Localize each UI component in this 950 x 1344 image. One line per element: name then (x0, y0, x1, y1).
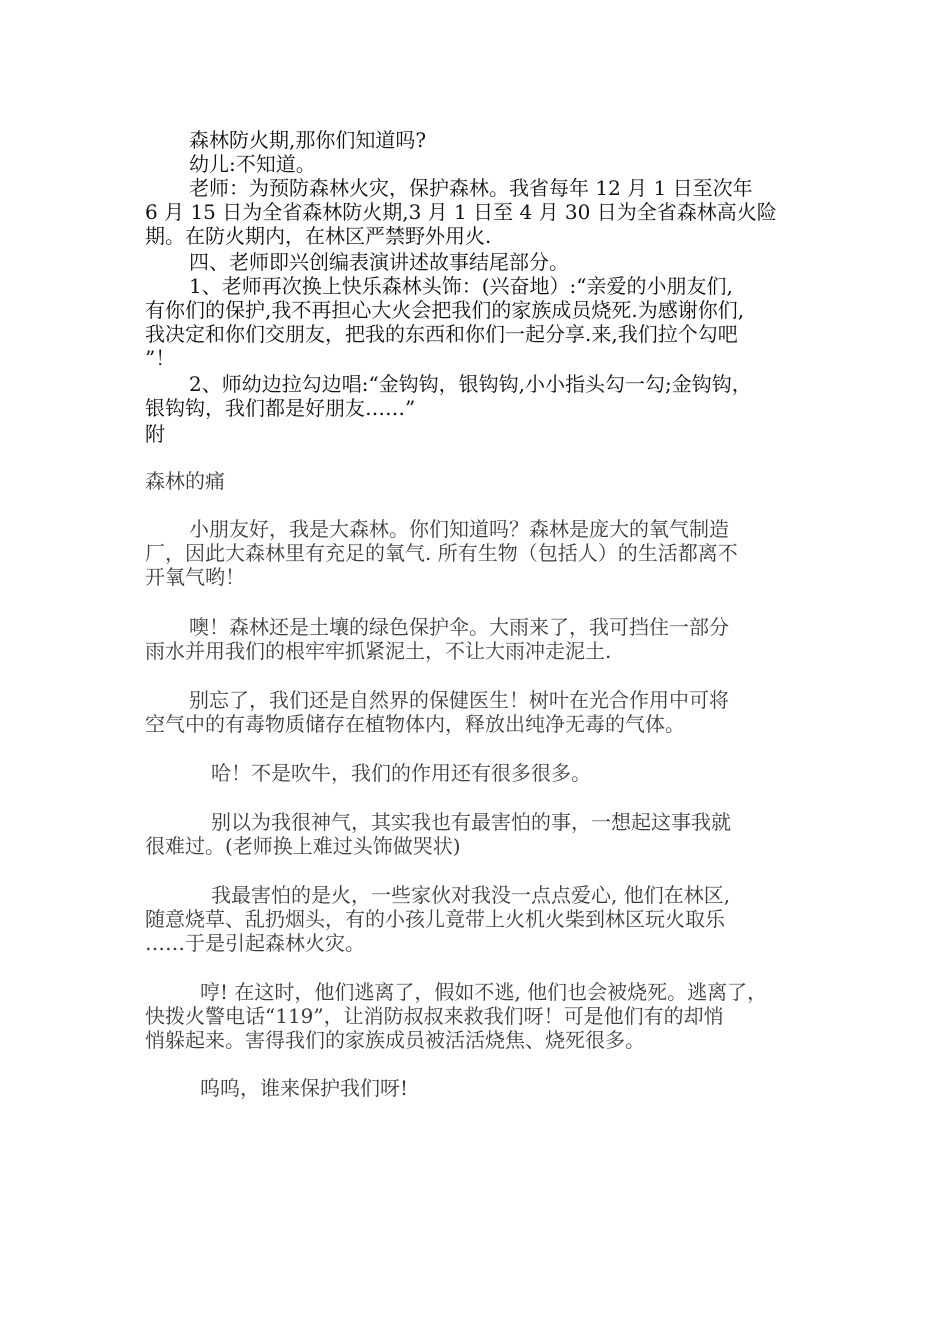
text-line: 我决定和你们交朋友，把我的东西和你们一起分享.来,我们拉个勾吧 (145, 322, 738, 346)
story-line: 哈！不是吹牛，我们的作用还有很多很多。 (211, 761, 591, 785)
story-line: ……于是引起森林火灾。 (145, 931, 365, 955)
story-line: 悄躲起来。害得我们的家族成员被活活烧焦、烧死很多。 (145, 1028, 645, 1052)
story-line: 很难过。(老师换上难过头饰做哭状) (145, 834, 461, 858)
story-line: 小朋友好，我是大森林。你们知道吗？森林是庞大的氧气制造 (189, 517, 729, 541)
text-line: 银钩钩，我们都是好朋友……” (145, 396, 416, 420)
text-line: 6 月 15 日为全省森林防火期,3 月 1 日至 4 月 30 日为全省森林高火险 (145, 200, 777, 224)
story-line: 快拨火警电话“119”，让消防叔叔来救我们呀！可是他们有的却悄 (145, 1004, 724, 1028)
story-line: 哼! 在这时，他们逃离了，假如不逃, 他们也会被烧死。逃离了， (200, 980, 768, 1004)
text-line: 四、老师即兴创编表演讲述故事结尾部分。 (189, 250, 569, 274)
story-line: 别以为我很神气，其实我也有最害怕的事，一想起这事我就 (211, 810, 731, 834)
story-line: 随意烧草、乱扔烟头，有的小孩儿竟带上火机火柴到林区玩火取乐 (145, 907, 725, 931)
text-line: 老师：为预防森林火灾，保护森林。我省每年 12 月 1 日至次年 (189, 176, 753, 200)
text-line: ”！ (145, 346, 176, 370)
story-line: 空气中的有毒物质储存在植物体内，释放出纯净无毒的气体。 (145, 712, 685, 736)
story-line: 开氧气哟！ (145, 565, 245, 589)
text-line: 2、师幼边拉勾边唱:“金钩钩，银钩钩,小小指头勾一勾;金钩钩， (189, 372, 752, 396)
story-line: 别忘了，我们还是自然界的保健医生！树叶在光合作用中可将 (189, 688, 729, 712)
text-line: 幼儿:不知道。 (189, 152, 316, 176)
story-line: 厂，因此大森林里有充足的氧气. 所有生物（包括人）的生活都离不 (145, 541, 738, 565)
section-title: 森林的痛 (145, 469, 225, 493)
text-line: 期。在防火期内，在林区严禁野外用火. (145, 224, 492, 248)
text-line: 1、老师再次换上快乐森林头饰：(兴奋地）:“亲爱的小朋友们, (189, 274, 733, 298)
text-line: 森林防火期,那你们知道吗? (189, 128, 427, 152)
story-line: 呜呜，谁来保护我们呀! (200, 1076, 409, 1100)
story-line: 噢！森林还是土壤的绿色保护伞。大雨来了，我可挡住一部分 (189, 615, 729, 639)
text-line: 附 (145, 422, 165, 446)
story-line: 雨水并用我们的根牢牢抓紧泥土，不让大雨冲走泥土. (145, 639, 612, 663)
story-line: 我最害怕的是火，一些家伙对我没一点点爱心, 他们在林区, (211, 883, 731, 907)
text-line: 有你们的保护,我不再担心大火会把我们的家族成员烧死.为感谢你们, (145, 298, 745, 322)
